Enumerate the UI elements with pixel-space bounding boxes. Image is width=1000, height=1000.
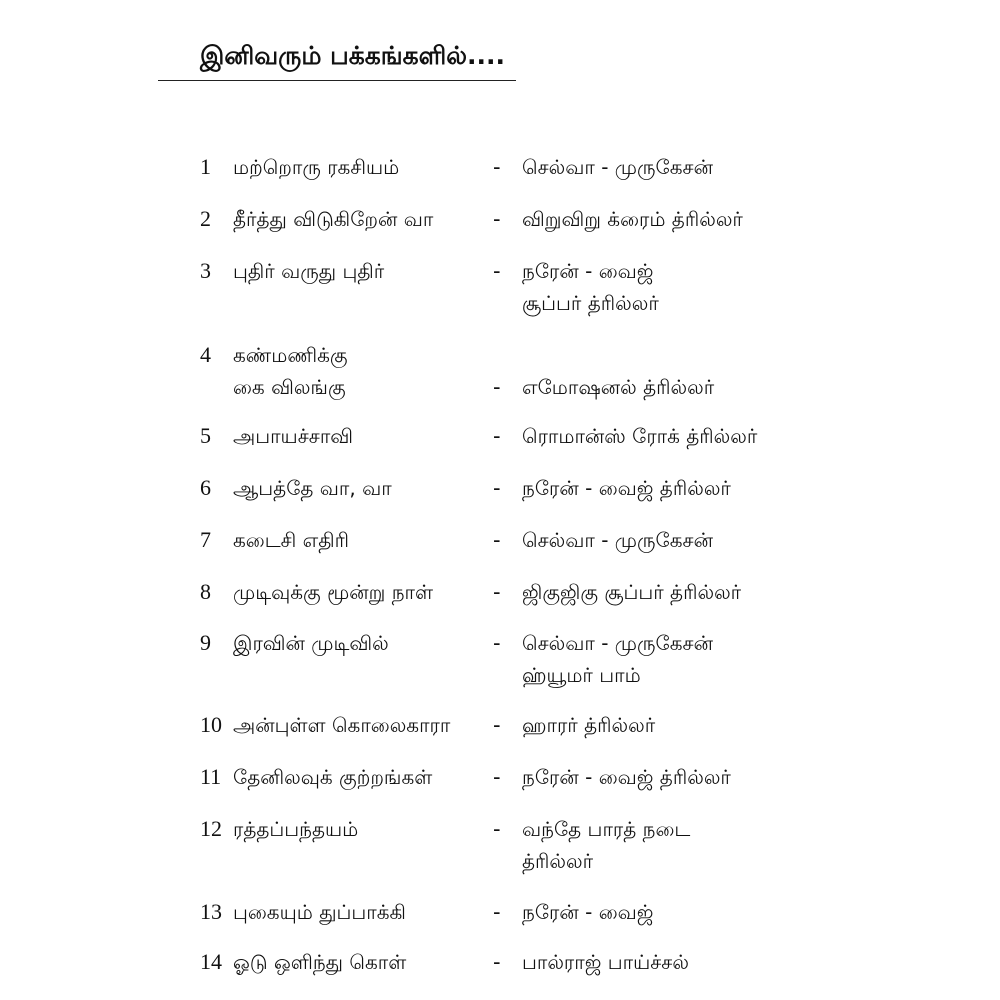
book-title-line: அன்புள்ள கொலைகாரா	[233, 713, 451, 737]
book-description-line: செல்வா - முருகேசன்	[522, 155, 713, 179]
book-title-line: அபாயச்சாவி	[233, 424, 354, 448]
separator-dash: -	[493, 476, 501, 500]
item-number: 14	[200, 949, 222, 974]
book-title-line: முடிவுக்கு மூன்று நாள்	[233, 580, 434, 604]
item-number: 1	[200, 154, 211, 179]
book-description	[522, 761, 982, 793]
book-title	[233, 761, 495, 793]
item-number: 12	[200, 816, 222, 841]
book-description	[522, 627, 982, 691]
separator-dash: -	[493, 900, 501, 924]
book-description	[522, 255, 982, 319]
book-description	[522, 813, 982, 877]
separator-dash: -	[493, 155, 501, 179]
book-description	[522, 420, 982, 452]
book-title	[233, 946, 495, 978]
separator-dash: -	[493, 631, 501, 655]
book-title-line: ஆபத்தே வா, வா	[233, 476, 392, 500]
book-description	[522, 946, 982, 978]
separator-dash: -	[493, 817, 501, 841]
separator-dash: -	[493, 950, 501, 974]
book-title	[233, 203, 495, 235]
book-title-line: புதிர் வருது புதிர்	[233, 259, 385, 283]
item-number: 13	[200, 899, 222, 924]
item-number: 6	[200, 475, 211, 500]
book-description-line: எமோஷனல் த்ரில்லர்	[522, 375, 715, 399]
item-number: 9	[200, 630, 211, 655]
item-number: 7	[200, 527, 211, 552]
book-title	[233, 420, 495, 452]
item-number: 4	[200, 342, 211, 367]
book-description-line: சூப்பர் த்ரில்லர்	[522, 291, 659, 315]
book-description-line: வந்தே பாரத் நடை	[522, 817, 691, 841]
book-description-line: த்ரில்லர்	[522, 849, 594, 873]
separator-dash: -	[493, 713, 501, 737]
book-description	[522, 371, 982, 403]
item-number: 3	[200, 258, 211, 283]
book-title-line: கை விலங்கு	[233, 375, 346, 399]
book-description-line: நரேன் - வைஜ்	[522, 900, 654, 924]
book-description-line: ரொமான்ஸ் ரோக் த்ரில்லர்	[522, 424, 758, 448]
book-title-line: கண்மணிக்கு	[233, 343, 348, 367]
book-title	[233, 255, 495, 287]
book-description	[522, 524, 982, 556]
book-title	[233, 472, 495, 504]
book-description-line: பால்ராஜ் பாய்ச்சல்	[522, 950, 689, 974]
book-description-line: செல்வா - முருகேசன்	[522, 528, 713, 552]
book-description-line: ஹாரர் த்ரில்லர்	[522, 713, 656, 737]
separator-dash: -	[493, 259, 501, 283]
book-title-line: மற்றொரு ரகசியம்	[233, 155, 400, 179]
book-title	[233, 896, 495, 928]
book-description-line: விறுவிறு க்ரைம் த்ரில்லர்	[522, 207, 743, 231]
book-title	[233, 813, 495, 845]
page-title: இனிவரும் பக்கங்களில்....	[200, 41, 505, 70]
book-title	[233, 709, 495, 741]
book-description-line: ஹ்யூமர் பாம்	[522, 663, 641, 687]
book-title	[233, 151, 495, 183]
separator-dash: -	[493, 528, 501, 552]
item-number: 5	[200, 423, 211, 448]
book-title-line: கடைசி எதிரி	[233, 528, 350, 552]
item-number: 8	[200, 579, 211, 604]
book-title	[233, 627, 495, 659]
book-description	[522, 709, 982, 741]
book-description	[522, 472, 982, 504]
book-title-line: தேனிலவுக் குற்றங்கள்	[233, 765, 433, 789]
book-description-line: நரேன் - வைஜ் த்ரில்லர்	[522, 765, 731, 789]
book-description	[522, 576, 982, 608]
book-title-line: தீர்த்து விடுகிறேன் வா	[233, 207, 434, 231]
book-description	[522, 896, 982, 928]
item-number: 10	[200, 712, 222, 737]
book-description	[522, 151, 982, 183]
item-number: 11	[200, 764, 222, 789]
separator-dash: -	[493, 207, 501, 231]
book-title	[233, 576, 495, 608]
separator-dash: -	[493, 424, 501, 448]
book-description-line: செல்வா - முருகேசன்	[522, 631, 713, 655]
book-title	[233, 524, 495, 556]
book-title-line: ரத்தப்பந்தயம்	[233, 817, 359, 841]
book-title-line: புகையும் துப்பாக்கி	[233, 900, 406, 924]
book-description-line: நரேன் - வைஜ் த்ரில்லர்	[522, 476, 731, 500]
item-number: 2	[200, 206, 211, 231]
book-title	[233, 339, 495, 403]
separator-dash: -	[493, 375, 501, 399]
book-description-line: ஜிகுஜிகு சூப்பர் த்ரில்லர்	[522, 580, 742, 604]
book-title-line: இரவின் முடிவில்	[233, 631, 389, 655]
book-description-line: நரேன் - வைஜ்	[522, 259, 654, 283]
separator-dash: -	[493, 765, 501, 789]
separator-dash: -	[493, 580, 501, 604]
book-title-line: ஓடு ஒளிந்து கொள்	[233, 950, 407, 974]
book-description	[522, 203, 982, 235]
